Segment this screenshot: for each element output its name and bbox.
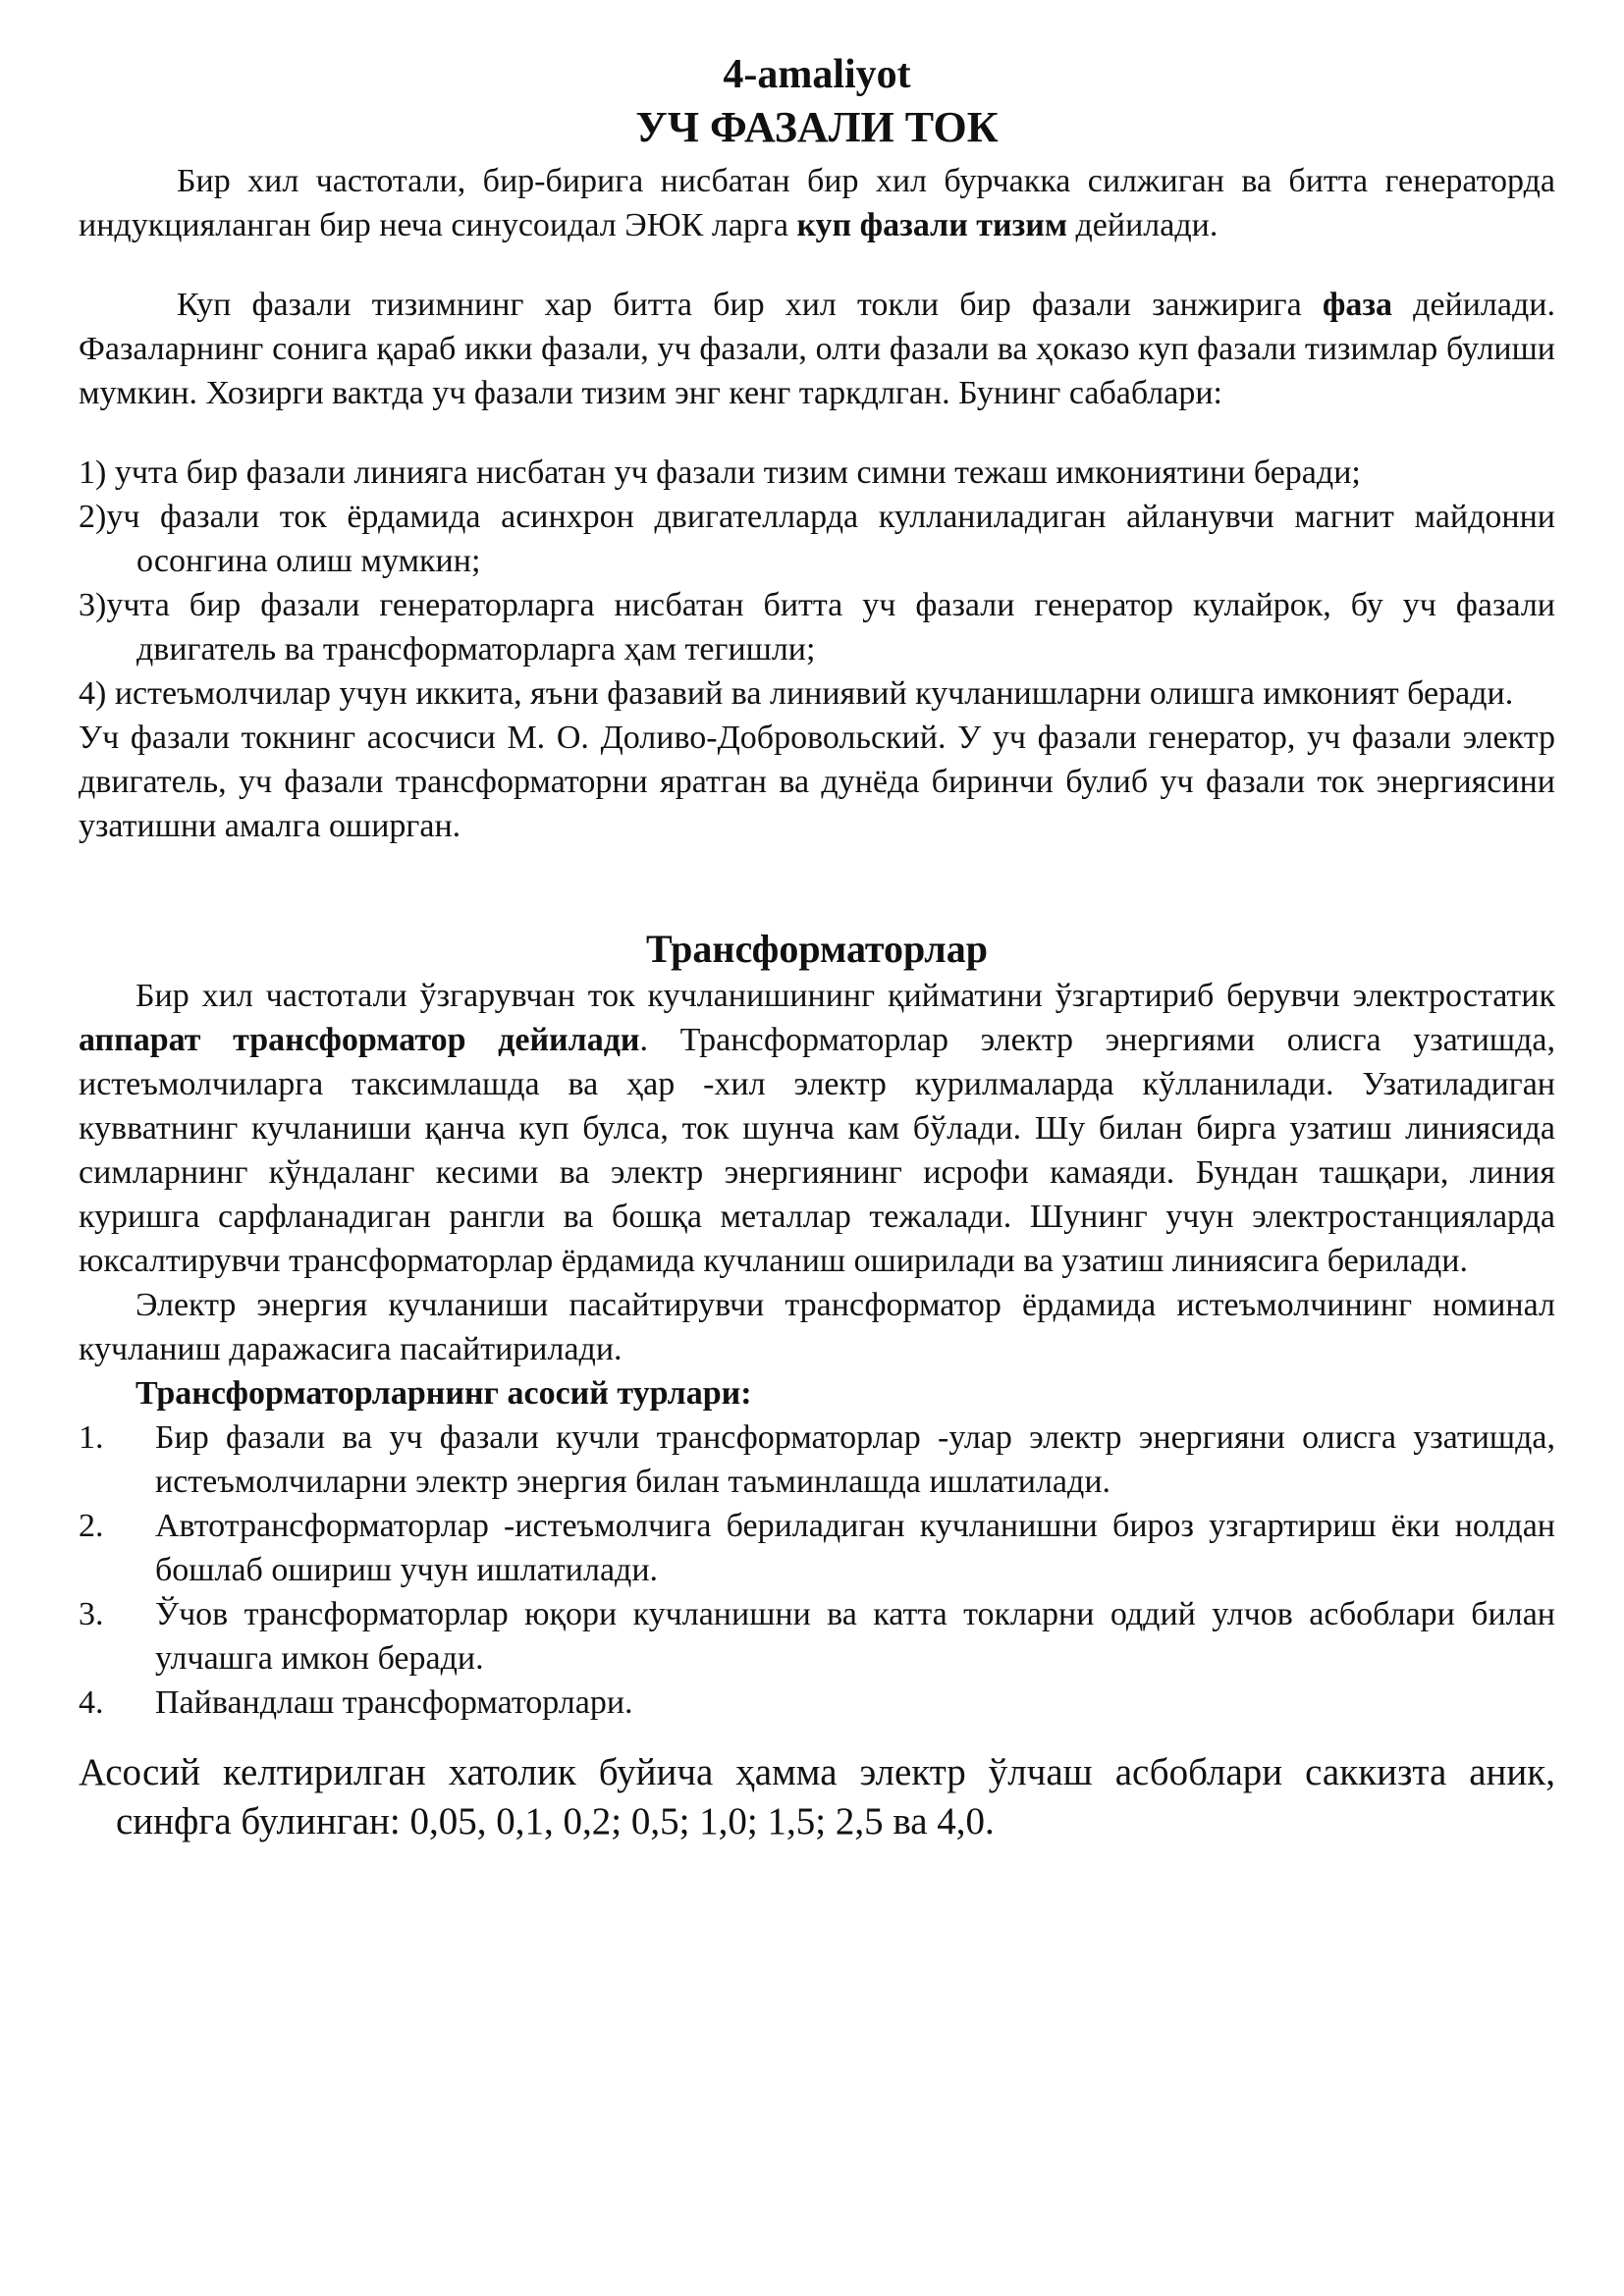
types-list xyxy=(79,1415,1555,1725)
list-item: 1) учта бир фазали линияга нисбатан уч фазали тизим симни тежаш имкониятини беради; xyxy=(79,454,1361,491)
transformer-end: . Трансформаторлар электр энергиями олисга узатишда, истеъмолчиларга таксимлашда ва ҳар -хил электр курилмаларда кўлланилади. Узатиладиган кувватнинг кучланиши қанча куп булса, ток шунча кам бўлади. Шу билан бирга узатиш линиясида симларнинг кўндаланг кесими ва электр энергиянинг исрофи камаяди. Бундан ташқари, линия куришга сарфланадиган рангли ва бошқа металлар тежалади. Шунинг учун электростанцияларда юксалтирувчи трансформаторлар ёрдамида кучланиш оширилади ва узатиш линиясига берилади. xyxy=(79,1022,1555,1279)
step-down-paragraph: Электр энергия кучланиши пасайтирувчи трансформатор ёрдамида истеъмолчининг номинал кучланиш даражасига пасайтирилади. xyxy=(79,1287,1555,1367)
list-item: 4) истеъмолчилар учун иккита, яъни фазавий ва линиявий кучланишларни олишга имконият беради. xyxy=(79,675,1514,712)
intro-bold-term: куп фазали тизим xyxy=(796,207,1067,243)
list-number: 1. xyxy=(79,1419,104,1456)
list-number: 4. xyxy=(79,1684,104,1721)
transformer-bold-term: аппарат трансформатор дейилади xyxy=(79,1022,640,1058)
section-title: Трансформаторлар xyxy=(646,927,988,971)
list-item xyxy=(79,1415,1555,1504)
intro-paragraph xyxy=(79,159,1555,247)
list-item xyxy=(79,1681,1555,1725)
transformer-paragraph xyxy=(79,974,1555,1283)
list-text: Автотрансформаторлар -истеъмолчига бериладиган кучланишни бироз узгартириш ёки нолдан бошлаб ошириш учун ишлатилади. xyxy=(155,1508,1555,1588)
list-number: 3. xyxy=(79,1596,104,1632)
phase-end: дейилади. Фазаларнинг сонига қараб икки фазали, уч фазали, олти фазали ва ҳоказо куп фазали тизимлар булиши мумкин. Хозирги вактда уч фазали тизим энг кенг таркдлган. Бунинг сабаблари: xyxy=(79,287,1555,411)
list-item xyxy=(79,1592,1555,1681)
list-text: Ўчов трансформаторлар юқори кучланишни ва катта токларни оддий улчов асбоблари билан улчашга имкон беради. xyxy=(155,1596,1555,1677)
page-title: УЧ ФАЗАЛИ ТОК xyxy=(635,103,999,151)
reasons-list xyxy=(79,451,1555,716)
intro-text: Бир хил частотали, бир-бирига нисбатан бир хил бурчакка силжиган ва битта генераторда индукцияланган бир неча синусоидал ЭЮК ларга xyxy=(79,163,1555,243)
list-item: 3)учта бир фазали генераторларга нисбатан битта уч фазали генератор кулайрок, бу уч фазали двигатель ва трансформаторларга ҳам тегишли; xyxy=(79,587,1555,667)
practice-number-title: 4-amaliyot xyxy=(723,52,911,97)
list-item: 2)уч фазали ток ёрдамида асинхрон двигателларда кулланиладиган айланувчи магнит майдонни осонгина олиш мумкин; xyxy=(79,499,1555,579)
list-item xyxy=(79,1504,1555,1592)
phase-text: Куп фазали тизимнинг хар битта бир хил токли бир фазали занжирига xyxy=(177,287,1323,323)
document-page xyxy=(79,49,1555,1846)
accuracy-classes-paragraph: Асосий келтирилган хатолик буйича ҳамма электр ўлчаш асбоблари саккизта аник, синфга булинган: 0,05, 0,1, 0,2; 0,5; 1,0; 1,5; 2,5 ва 4,0. xyxy=(79,1751,1555,1842)
phase-bold-term: фаза xyxy=(1322,287,1393,323)
founder-paragraph: Уч фазали токнинг асосчиси М. О. Доливо-Добровольский. У уч фазали генератор, уч фазали электр двигатель, уч фазали трансформаторни яратган ва дунёда биринчи булиб уч фазали ток энергиясини узатишни амалга оширган. xyxy=(79,720,1555,844)
transformer-text: Бир хил частотали ўзгарувчан ток кучланишининг қийматини ўзгартириб берувчи электростатик xyxy=(135,978,1555,1014)
phase-paragraph xyxy=(79,283,1555,415)
intro-end: дейилади. xyxy=(1067,207,1218,243)
list-text: Бир фазали ва уч фазали кучли трансформаторлар -улар электр энергияни олисга узатишда, истеъмолчиларни электр энергия билан таъминлашда ишлатилади. xyxy=(155,1419,1555,1500)
list-text: Пайвандлаш трансформаторлари. xyxy=(155,1684,633,1721)
list-number: 2. xyxy=(79,1508,104,1544)
types-heading: Трансформаторларнинг асосий турлари: xyxy=(135,1375,752,1412)
